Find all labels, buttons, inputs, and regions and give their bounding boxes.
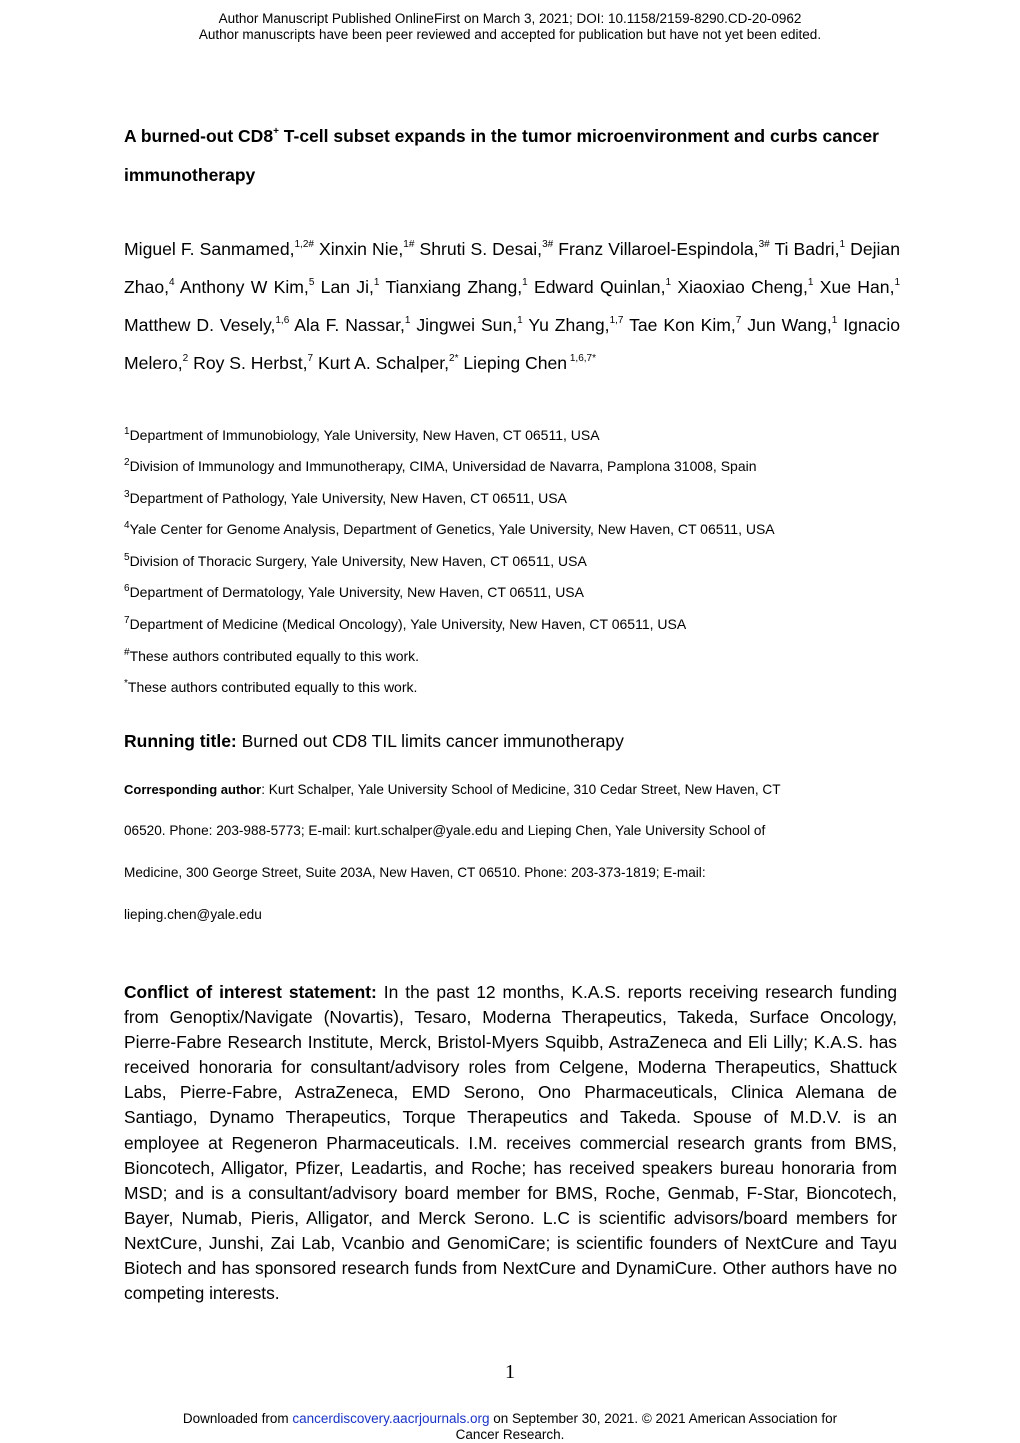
author-name: Lan Ji,	[320, 277, 374, 297]
author-affiliation-mark: 1	[373, 277, 380, 288]
footer-after: on September 30, 2021. © 2021 American Association for	[489, 1411, 838, 1426]
author-affiliation-mark: 1	[522, 277, 528, 288]
author-name: Ala F. Nassar,	[294, 315, 405, 335]
author-affiliation-mark: 1	[894, 277, 901, 288]
author-affiliation-mark: 5	[308, 277, 315, 288]
affiliation-mark: 4	[124, 520, 130, 531]
affiliation-item	[124, 678, 904, 696]
title-part2: T-cell subset expands in the tumor microenvironment and curbs cancer	[278, 126, 879, 146]
corresponding-author-line3: Medicine, 300 George Street, Suite 203A, New Haven, CT 06510. Phone: 203-373-1819; E-mail:	[124, 865, 706, 880]
corresponding-author-label: Corresponding author	[124, 782, 262, 797]
author-affiliation-mark: 1,6	[275, 315, 290, 326]
affiliation-text: Yale Center for Genome Analysis, Department of Genetics, Yale University, New Haven, CT 06511, USA	[129, 521, 775, 537]
affiliation-text: These authors contributed equally to this work.	[129, 648, 420, 664]
corresponding-text-1: : Kurt Schalper, Yale University School of Medicine, 310 Cedar Street, New Haven, CT	[261, 782, 781, 797]
conflict-text: In the past 12 months, K.A.S. reports receiving research funding from Genoptix/Navigate (Novartis), Tesaro, Moderna Therapeutics, Takeda, Surface Oncology, Pierre-Fabre Research Institute, Merck, Bristol-Myers Squibb, AstraZeneca and Eli Lilly; K.A.S. has received honoraria for consultant/advisory roles from Celgene, Moderna Therapeutics, Shattuck Labs, Pierre-Fabre, AstraZeneca, EMD Serono, Ono Pharmaceuticals, Clinica Alemana de Santiago, Dynamo Therapeutics, Torque Therapeutics and Takeda. Spouse of M.D.V. is an employee at Regeneron Pharmaceuticals. I.M. receives commercial research grants from BMS, Bioncotech, Alligator, Pfizer, Leadartis, and Roche; has received speakers bureau honoraria from MSD; and is a consultant/advisory board member for BMS, Roche, Genmab, F-Star, Bioncotech, Bayer, Numab, Pieris, Alligator, and Merck Serono. L.C is scientific advisors/board members for NextCure, Junshi, Zai Lab, Vcanbio and GenomiCare; is scientific founders of NextCure and Tayu Biotech and has sponsored research funds from NextCure and DynamiCure. Other authors have no competing interests.	[124, 982, 897, 1304]
title-part1: A burned-out CD8	[124, 126, 274, 146]
affiliation-item	[124, 489, 904, 507]
corresponding-author-line2: 06520. Phone: 203-988-5773; E-mail: kurt.schalper@yale.edu and Lieping Chen, Yale University School of	[124, 823, 766, 838]
running-title-text: Burned out CD8 TIL limits cancer immunotherapy	[236, 731, 624, 751]
author-name: Ignacio Melero,	[124, 315, 901, 373]
title-sup: +	[273, 126, 279, 137]
affiliation-item	[124, 457, 904, 475]
affiliation-mark: #	[124, 647, 130, 658]
affiliation-item	[124, 615, 904, 633]
author-name: Shruti S. Desai,	[419, 239, 543, 259]
download-footer	[0, 1411, 1020, 1443]
affiliation-text: Department of Dermatology, Yale University, New Haven, CT 06511, USA	[129, 584, 584, 600]
running-title	[124, 730, 624, 752]
affiliation-text: These authors contributed equally to this work.	[127, 679, 418, 695]
author-affiliation-mark: 1	[831, 315, 838, 326]
affiliation-item	[124, 552, 904, 570]
author-name: Edward Quinlan,	[534, 277, 666, 297]
affiliation-mark: 1	[124, 426, 130, 437]
footer-line2: Cancer Research.	[455, 1427, 565, 1442]
author-affiliation-mark: 4	[169, 277, 175, 288]
affiliation-item	[124, 426, 904, 444]
corresponding-author-line4: lieping.chen@yale.edu	[124, 907, 262, 922]
journal-link[interactable]: cancerdiscovery.aacrjournals.org	[292, 1411, 490, 1426]
running-title-label: Running title:	[124, 731, 237, 751]
author-name: Franz Villaroel-Espindola,	[558, 239, 759, 259]
author-affiliation-mark: 7	[307, 353, 314, 364]
corresponding-author-line1	[124, 781, 900, 799]
affiliation-text: Division of Thoracic Surgery, Yale University, New Haven, CT 06511, USA	[129, 553, 587, 569]
author-name: Roy S. Herbst,	[193, 353, 308, 373]
conflict-label: Conflict of interest statement:	[124, 982, 377, 1002]
author-name: Jingwei Sun,	[416, 315, 518, 335]
affiliation-text: Department of Pathology, Yale University, New Haven, CT 06511, USA	[129, 490, 567, 506]
manuscript-header-line2: Author manuscripts have been peer reviewed and accepted for publication but have not yet been edited.	[198, 27, 822, 42]
author-affiliation-mark: 1	[517, 315, 523, 326]
author-name: Ti Badri,	[774, 239, 840, 259]
author-name: Xue Han,	[819, 277, 895, 297]
author-name: Jun Wang,	[747, 315, 832, 335]
affiliation-item	[124, 520, 904, 538]
author-affiliation-mark: 1#	[403, 239, 415, 250]
author-name: Tianxiang Zhang,	[385, 277, 523, 297]
affiliation-mark: 3	[124, 489, 130, 500]
paper-title-line2: immunotherapy	[124, 165, 256, 185]
affiliation-item	[124, 647, 904, 665]
author-name: Yu Zhang,	[528, 315, 610, 335]
author-affiliation-mark: 1	[839, 239, 846, 250]
author-name: Anthony W Kim,	[179, 277, 309, 297]
affiliation-mark: 5	[124, 552, 130, 563]
footer-before: Downloaded from	[182, 1411, 293, 1426]
author-affiliation-mark: 1,2#	[294, 239, 314, 250]
author-name: Tae Kon Kim,	[629, 315, 736, 335]
author-name: Lieping Chen	[463, 353, 568, 373]
affiliation-mark: *	[124, 678, 128, 689]
affiliation-text: Department of Immunobiology, Yale University, New Haven, CT 06511, USA	[129, 427, 600, 443]
author-name: Dejian Zhao,	[124, 239, 900, 297]
author-affiliation-mark: 1	[404, 315, 411, 326]
author-affiliation-mark: 7	[735, 315, 742, 326]
conflict-of-interest	[124, 980, 897, 1306]
author-list	[124, 230, 900, 382]
affiliation-mark: 2	[124, 457, 130, 468]
author-affiliation-mark: 1,7	[609, 315, 624, 326]
author-affiliation-mark: 2*	[449, 353, 459, 364]
author-affiliation-mark: 1,6,7*	[567, 353, 597, 364]
author-name: Xinxin Nie,	[319, 239, 404, 259]
author-name: Miguel F. Sanmamed,	[124, 239, 295, 259]
paper-title	[124, 117, 899, 156]
author-affiliation-mark: 3#	[758, 239, 770, 250]
affiliation-mark: 6	[124, 583, 130, 594]
author-affiliation-mark: 1	[665, 277, 672, 288]
author-affiliation-mark: 2	[182, 353, 189, 364]
page-number: 1	[505, 1361, 515, 1383]
author-affiliation-mark: 1	[807, 277, 814, 288]
author-name: Kurt A. Schalper,	[317, 353, 450, 373]
manuscript-header-line1: Author Manuscript Published OnlineFirst on March 3, 2021; DOI: 10.1158/2159-8290.CD-20-0962	[218, 11, 802, 26]
affiliation-text: Department of Medicine (Medical Oncology), Yale University, New Haven, CT 06511, USA	[129, 616, 687, 632]
affiliation-mark: 7	[124, 615, 130, 626]
author-name: Matthew D. Vesely,	[124, 315, 276, 335]
affiliation-item	[124, 583, 904, 601]
author-affiliation-mark: 3#	[542, 239, 554, 250]
author-name: Xiaoxiao Cheng,	[677, 277, 808, 297]
affiliation-text: Division of Immunology and Immunotherapy, CIMA, Universidad de Navarra, Pamplona 31008, Spain	[129, 458, 757, 474]
